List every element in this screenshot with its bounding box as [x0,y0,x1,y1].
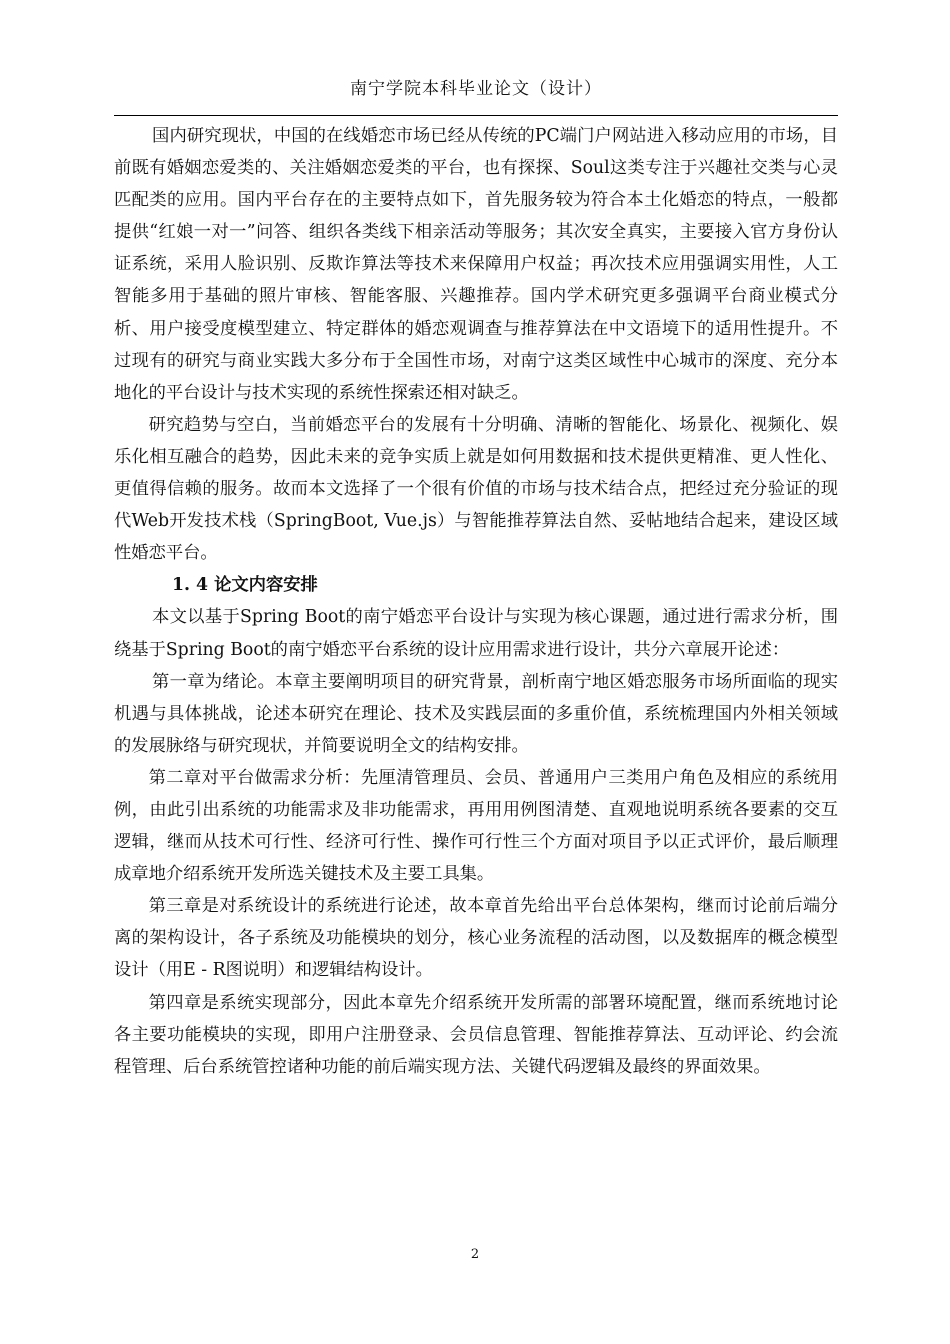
paragraph-thesis-overview: 本文以基于Spring Boot的南宁婚恋平台设计与实现为核心课题，通过进行需求分析，围绕基于Spring Boot的南宁婚恋平台系统的设计应用需求进行设计，共分六章展开论述： [114,607,838,660]
paragraph-chapter-2: 第二章对平台做需求分析：先厘清管理员、会员、普通用户三类用户角色及相应的系统用例，由此引出系统的功能需求及非功能需求，再用用例图清楚、直观地说明系统各要素的交互逻辑，继而从技术可行性、经济可行性、操作可行性三个方面对项目予以正式评价，最后顺理成章地介绍系统开发所选关键技术及主要工具集。 [114,767,838,885]
paragraph-chapter-1: 第一章为绪论。本章主要阐明项目的研究背景，剖析南宁地区婚恋服务市场所面临的现实机遇与具体挑战，论述本研究在理论、技术及实践层面的多重价值，系统梳理国内外相关领域的发展脉络与研究现状，并简要说明全文的结构安排。 [114,671,838,756]
paragraph-chapter-4: 第四章是系统实现部分，因此本章先介绍系统开发所需的部署环境配置，继而系统地讨论各主要功能模块的实现，即用户注册登录、会员信息管理、智能推荐算法、互动评论、约会流程管理、后台系统管控诸种功能的前后端实现方法、关键代码逻辑及最终的界面效果。 [114,992,838,1077]
header-divider [114,115,838,116]
page-header: 南宁学院本科毕业论文（设计） [350,79,602,99]
paragraph-chapter-3: 第三章是对系统设计的系统进行论述，故本章首先给出平台总体架构，继而讨论前后端分离的架构设计，各子系统及功能模块的划分，核心业务流程的活动图，以及数据库的概念模型设计（用E - R图说明）和逻辑结构设计。 [114,896,838,981]
page-number: 2 [470,1247,480,1262]
document-body [114,120,838,1083]
paragraph-domestic-research: 国内研究现状，中国的在线婚恋市场已经从传统的PC端门户网站进入移动应用的市场，目前既有婚姻恋爱类的、关注婚姻恋爱类的平台，也有探探、Soul这类专注于兴趣社交类与心灵匹配类的应用。国内平台存在的主要特点如下，首先服务较为符合本土化婚恋的特点，一般都提供“红娘一对一”问答、组织各类线下相亲活动等服务；其次安全真实，主要接入官方身份认证系统，采用人脸识别、反欺诈算法等技术来保障用户权益；再次技术应用强调实用性，人工智能多用于基础的照片审核、智能客服、兴趣推荐。国内学术研究更多强调平台商业模式分析、用户接受度模型建立、特定群体的婚恋观调查与推荐算法在中文语境下的适用性提升。不过现有的研究与商业实践大多分布于全国性市场，对南宁这类区域性中心城市的深度、充分本地化的平台设计与技术实现的系统性探索还相对缺乏。 [114,126,838,403]
paragraph-research-trends: 研究趋势与空白，当前婚恋平台的发展有十分明确、清晰的智能化、场景化、视频化、娱乐化相互融合的趋势，因此未来的竞争实质上就是如何用数据和技术提供更精准、更人性化、更值得信赖的服务。故而本文选择了一个很有价值的市场与技术结合点，把经过充分验证的现代Web开发技术栈（SpringBoot, Vue.js）与智能推荐算法自然、妥帖地结合起来，建设区域性婚恋平台。 [114,414,838,564]
section-heading: 1. 4 论文内容安排 [172,575,318,596]
